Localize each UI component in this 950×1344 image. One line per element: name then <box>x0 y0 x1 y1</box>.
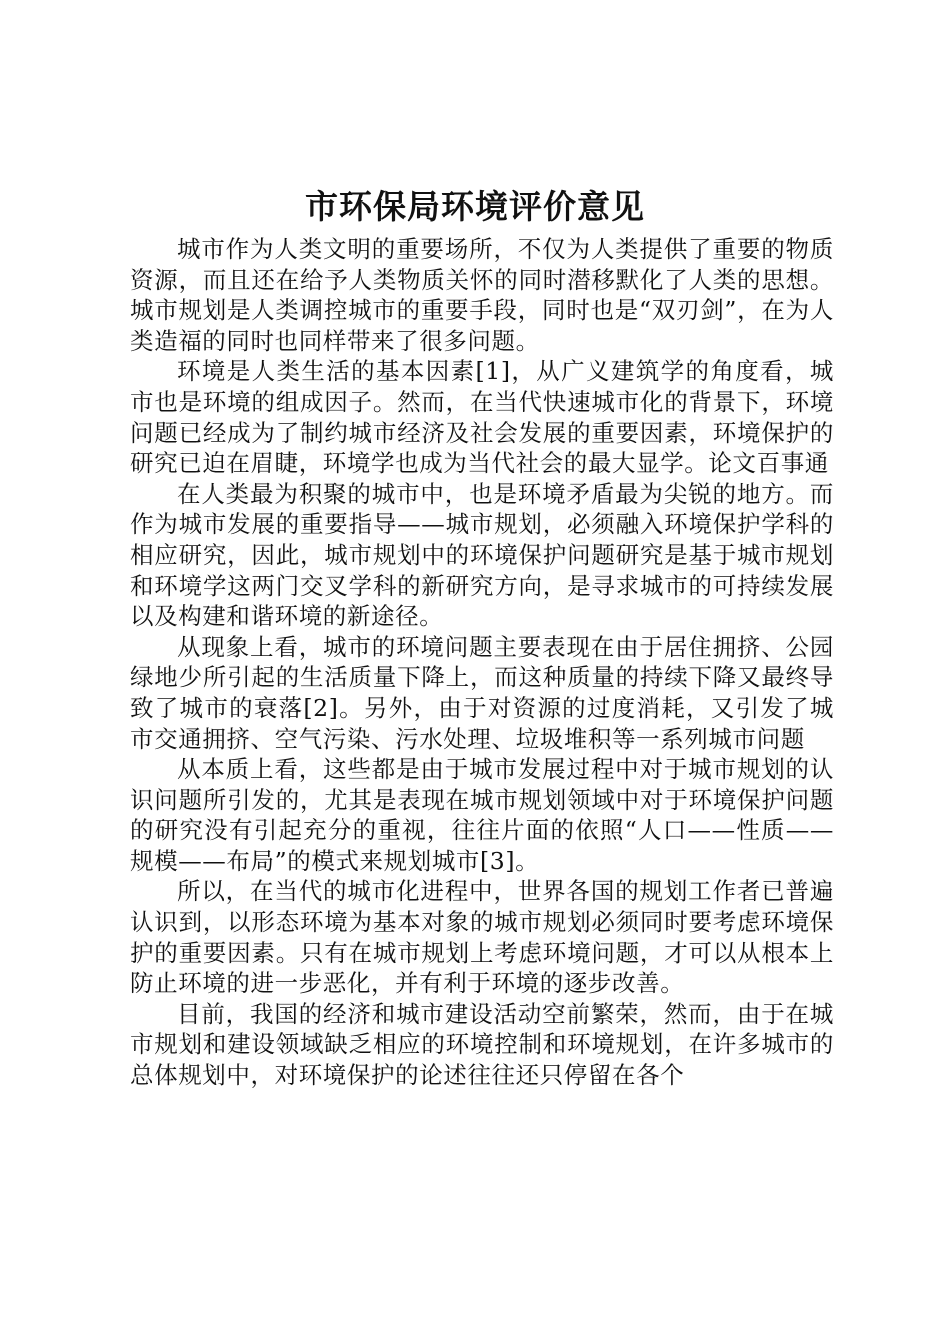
paragraph-5: 从本质上看，这些都是由于城市发展过程中对于城市规划的认识问题所引发的，尤其是表现在城市规划领域中对于环境保护问题的研究没有引起充分的重视，往往片面的依照“人口——性质——规模——布局”的模式来规划城市[3]。 <box>130 755 834 875</box>
document-body <box>130 234 834 1091</box>
paragraph-6: 所以，在当代的城市化进程中，世界各国的规划工作者已普遍认识到，以形态环境为基本对象的城市规划必须同时要考虑环境保护的重要因素。只有在城市规划上考虑环境问题，才可以从根本上防止环境的进一步恶化，并有利于环境的逐步改善。 <box>130 877 834 998</box>
paragraph-7: 目前，我国的经济和城市建设活动空前繁荣，然而，由于在城市规划和建设领域缺乏相应的环境控制和环境规划，在许多城市的总体规划中，对环境保护的论述往往还只停留在各个 <box>130 999 834 1090</box>
paragraph-3: 在人类最为积聚的城市中，也是环境矛盾最为尖锐的地方。而作为城市发展的重要指导——城市规划，必须融入环境保护学科的相应研究，因此，城市规划中的环境保护问题研究是基于城市规划和环境学这两门交叉学科的新研究方向，是寻求城市的可持续发展以及构建和谐环境的新途径。 <box>130 479 834 631</box>
page-title: 市环保局环境评价意见 <box>305 187 645 226</box>
paragraph-2: 环境是人类生活的基本因素[1]，从广义建筑学的角度看，城市也是环境的组成因子。然而，在当代快速城市化的背景下，环境问题已经成为了制约城市经济及社会发展的重要因素，环境保护的研究已迫在眉睫，环境学也成为当代社会的最大显学。论文百事通 <box>130 357 834 478</box>
paragraph-4: 从现象上看，城市的环境问题主要表现在由于居住拥挤、公园绿地少所引起的生活质量下降上，而这种质量的持续下降又最终导致了城市的衰落[2]。另外，由于对资源的过度消耗，又引发了城市交通拥挤、空气污染、污水处理、垃圾堆积等一系列城市问题 <box>130 632 834 753</box>
paragraph-1: 城市作为人类文明的重要场所，不仅为人类提供了重要的物质资源，而且还在给予人类物质关怀的同时潜移默化了人类的思想。城市规划是人类调控城市的重要手段，同时也是“双刃剑”，在为人类造福的同时也同样带来了很多问题。 <box>130 235 834 355</box>
